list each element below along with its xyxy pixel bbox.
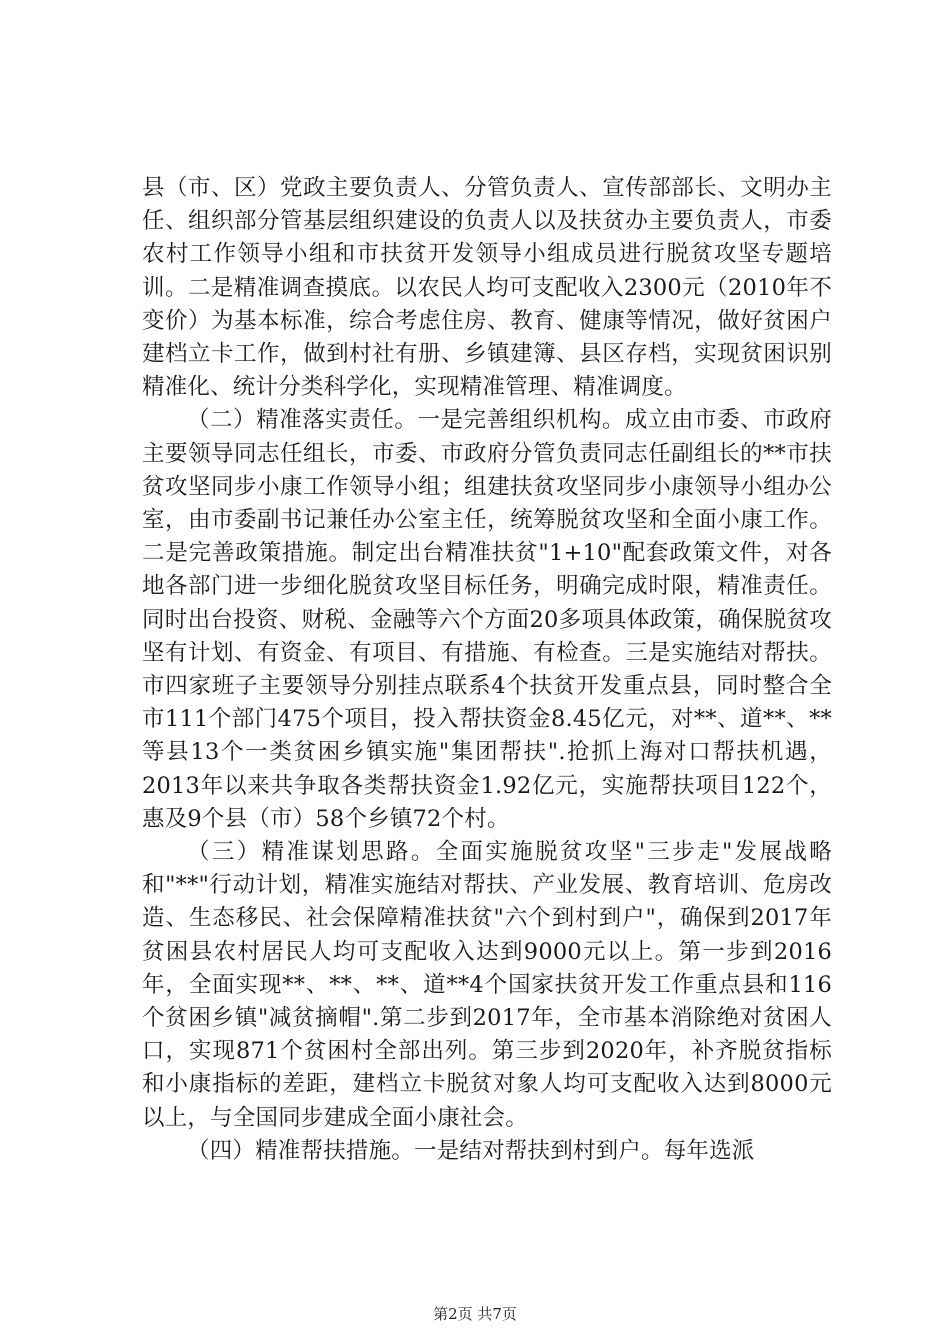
paragraph-section-4: （四）精准帮扶措施。一是结对帮扶到村到户。每年选派	[187, 1137, 755, 1164]
paragraph-section-2: （二）精准落实责任。一是完善组织机构。成立由市委、市政府主要领导同志任组长，市委、市政府分管负责同志任副组长的**市扶贫攻坚同步小康工作领导小组；组建扶贫攻坚同步小康领导小组办公室，由市委副书记兼任办公室主任，统筹脱贫攻坚和全面小康工作。二是完善政策措施。制定出台精准扶贫"1+10"配套政策文件，对各地各部门进一步细化脱贫攻坚目标任务，明确完成时限，精准责任。同时出台投资、财税、金融等六个方面20多项具体政策，确保脱贫攻坚有计划、有资金、有项目、有措施、有检查。三是实施结对帮扶。市四家班子主要领导分别挂点联系4个扶贫开发重点县，同时整合全市111个部门475个项目，投入帮扶资金8.45亿元，对**、道**、**等县13个一类贫困乡镇实施"集团帮扶".抢抓上海对口帮扶机遇，2013年以来共争取各类帮扶资金1.92亿元，实施帮扶项目122个，惠及9个县（市）58个乡镇72个村。	[142, 407, 832, 832]
page-number-footer: 第2页 共7页	[433, 1305, 517, 1323]
paragraph-intro-continued: 县（市、区）党政主要负责人、分管负责人、宣传部部长、文明办主任、组织部分管基层组织建设的负责人以及扶贫办主要负责人，市委农村工作领导小组和市扶贫开发领导小组成员进行脱贫攻坚专题培训。二是精准调查摸底。以农民人均可支配收入2300元（2010年不变价）为基本标准，综合考虑住房、教育、健康等情况，做好贫困户建档立卡工作，做到村社有册、乡镇建簿、县区存档，实现贫困识别精准化、统计分类科学化，实现精准管理、精准调度。	[142, 175, 832, 401]
document-body	[142, 172, 832, 1168]
paragraph-section-3: （三）精准谋划思路。全面实施脱贫攻坚"三步走"发展战略和"**"行动计划，精准实施结对帮扶、产业发展、教育培训、危房改造、生态移民、社会保障精准扶贫"六个到村到户"，确保到2017年贫困县农村居民人均可支配收入达到9000元以上。第一步到2016年，全面实现**、**、**、道**4个国家扶贫开发工作重点县和116个贫困乡镇"减贫摘帽".第二步到2017年，全市基本消除绝对贫困人口，实现871个贫困村全部出列。第三步到2020年，补齐脱贫指标和小康指标的差距，建档立卡脱贫对象人均可支配收入达到8000元以上，与全国同步建成全面小康社会。	[142, 839, 832, 1131]
